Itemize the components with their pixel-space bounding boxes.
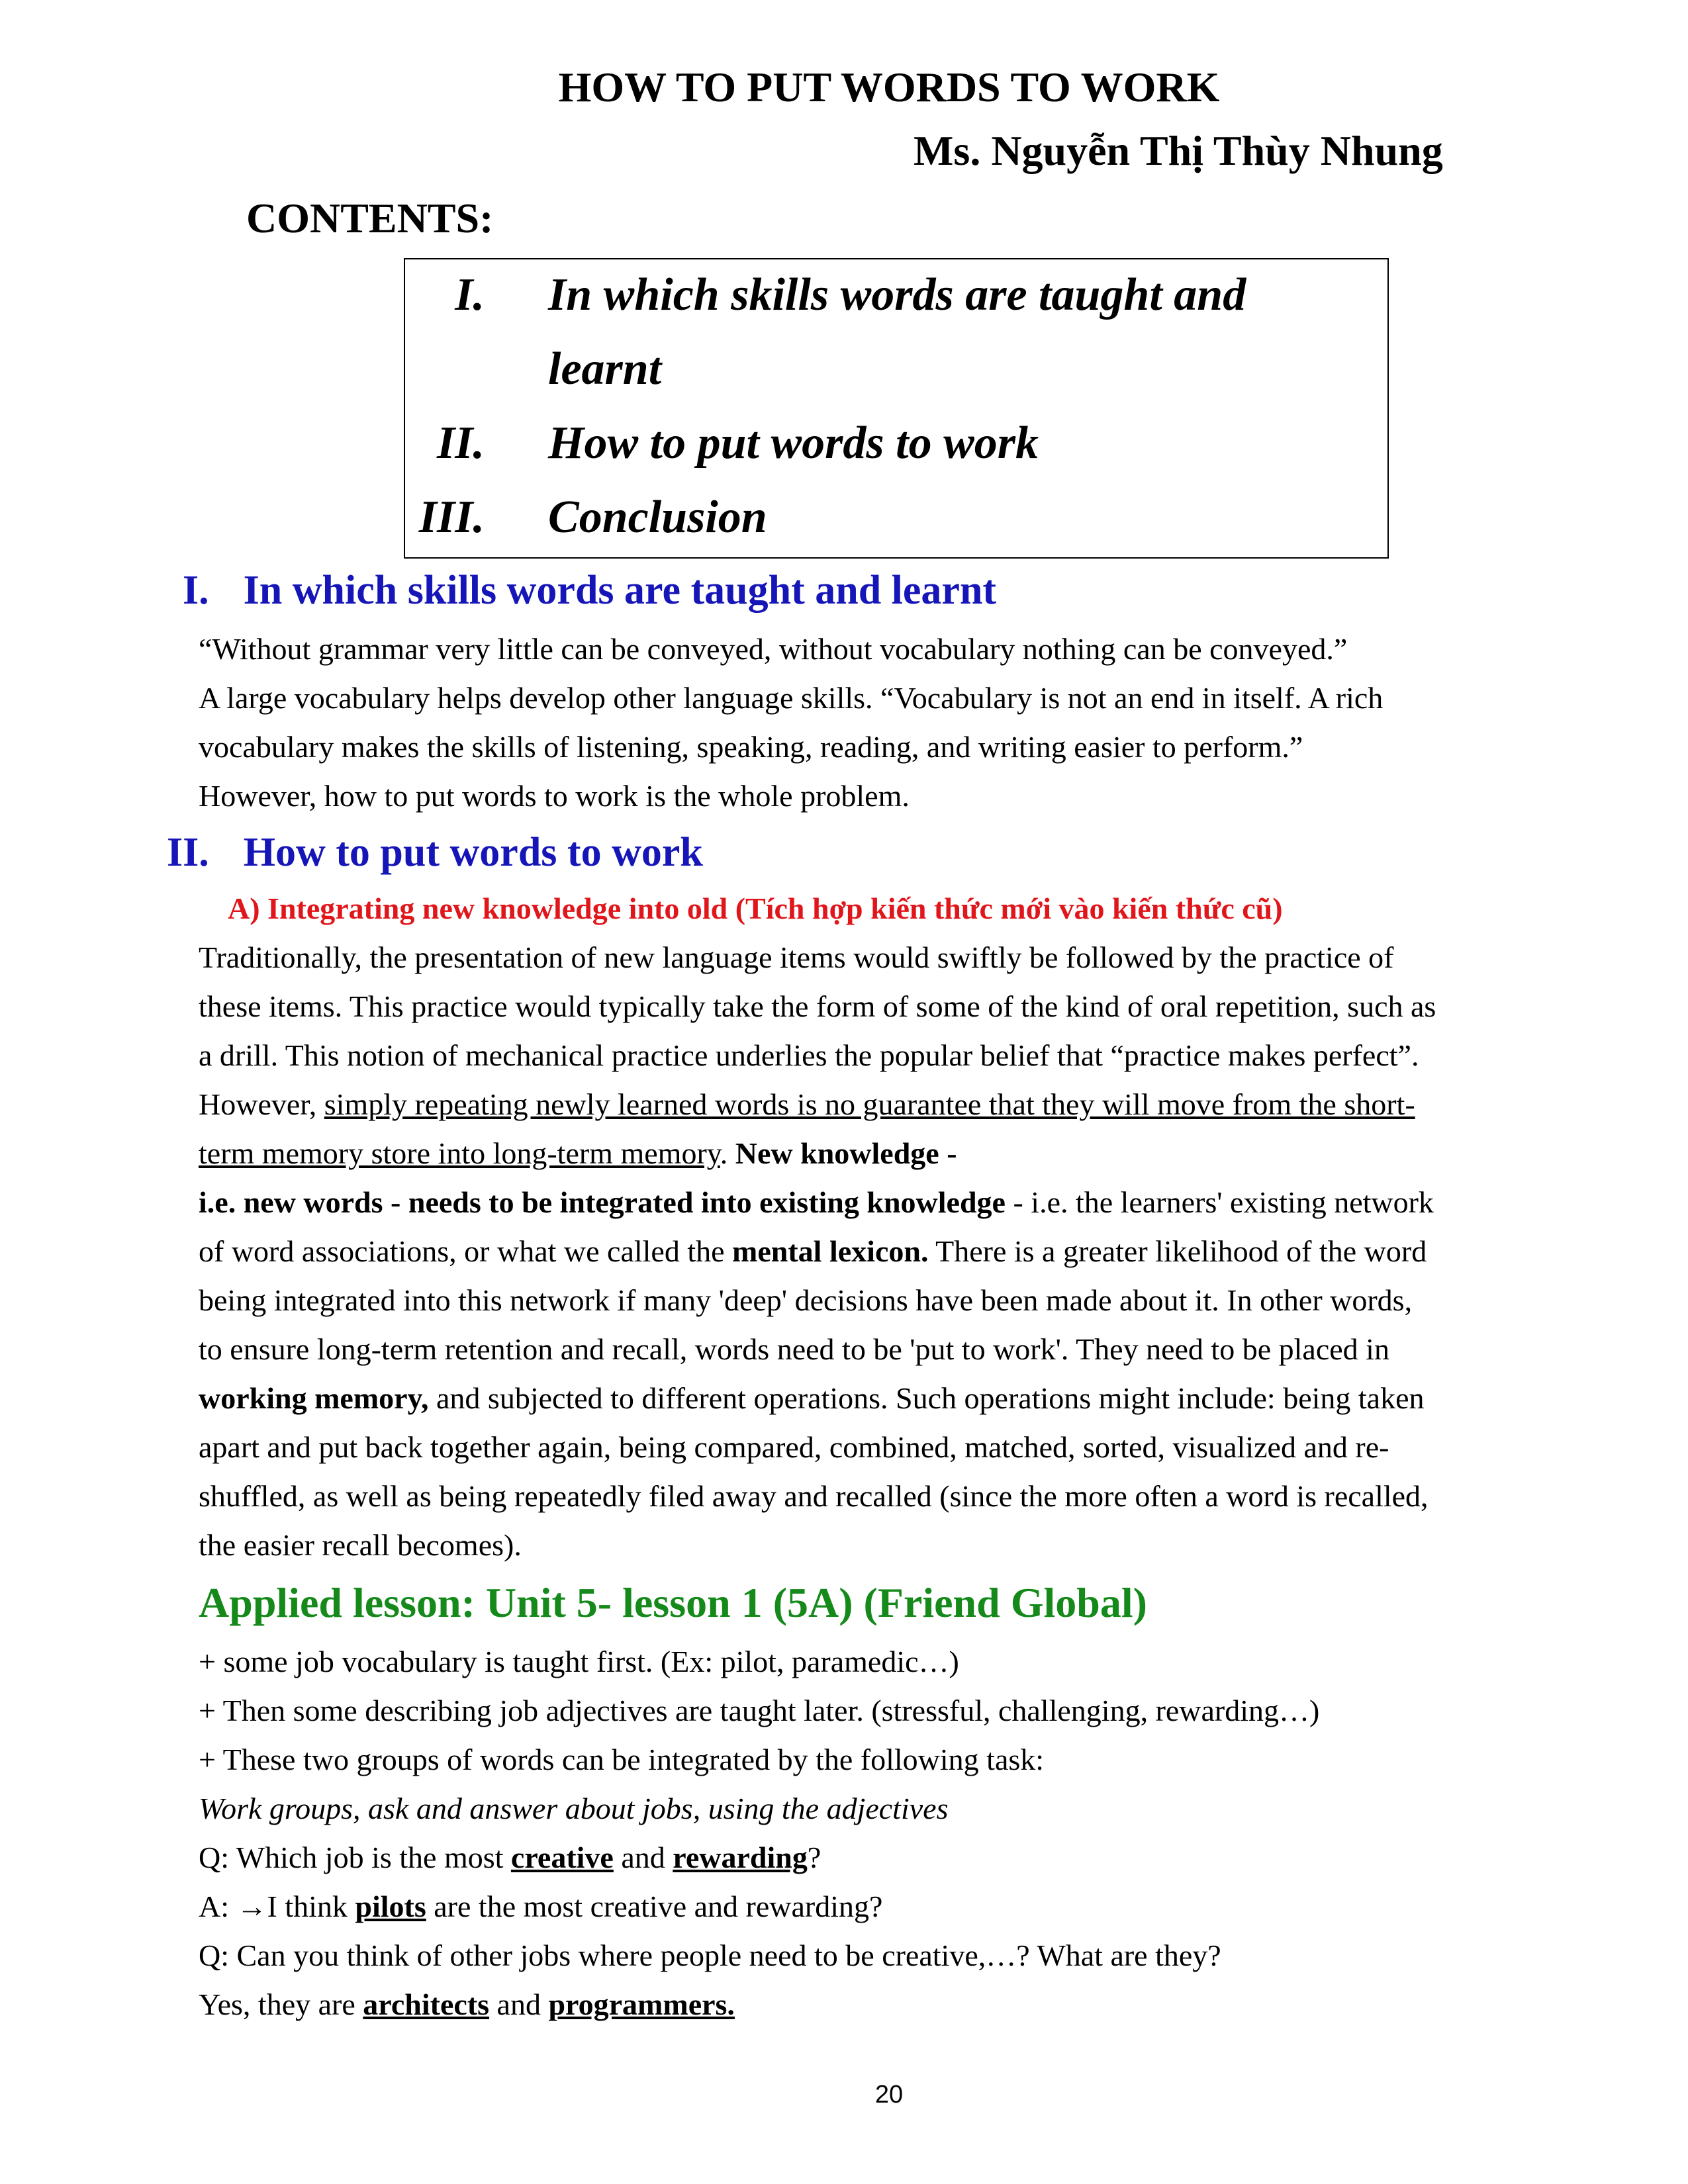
toc-item-1-number: I.	[455, 269, 485, 320]
page-number: 20	[874, 2081, 904, 2109]
section-1-line: vocabulary makes the skills of listening, speaking, reading, and writing easier to perform.”	[199, 730, 1303, 764]
section-1-title: In which skills words are taught and learnt	[243, 568, 997, 613]
table-of-contents	[404, 258, 1389, 559]
section-1-line: A large vocabulary helps develop other language skills. “Vocabulary is not an end in itself. A rich	[199, 681, 1383, 715]
underlined-text: term memory store into long-term memory	[199, 1136, 720, 1170]
toc-item-1-text-cont: learnt	[548, 343, 662, 394]
text-span: of word associations, or what we called the	[199, 1234, 733, 1268]
section-1-line: However, how to put words to work is the whole problem.	[199, 779, 910, 813]
subsection-a-heading: A) Integrating new knowledge into old (Tích hợp kiến thức mới vào kiến thức cũ)	[228, 891, 1283, 925]
underlined-text: simply repeating newly learned words is no guarantee that they will move from the short-	[324, 1087, 1415, 1121]
paragraph-line: the easier recall becomes).	[199, 1528, 522, 1562]
paragraph-line	[199, 1178, 1434, 1227]
keyword-rewarding: rewarding	[673, 1841, 808, 1874]
task-instruction: Work groups, ask and answer about jobs, using the adjectives	[199, 1792, 949, 1825]
applied-line: + Then some describing job adjectives are taught later. (stressful, challenging, rewarding…)	[199, 1694, 1320, 1727]
text-span: A:	[199, 1889, 237, 1923]
text-span: .	[720, 1136, 735, 1170]
answer-2	[199, 1980, 735, 2029]
toc-item-2-text: How to put words to work	[548, 418, 1039, 469]
answer-1	[199, 1882, 882, 1931]
bold-text: New knowledge -	[735, 1136, 957, 1170]
paragraph-line: apart and put back together again, being compared, combined, matched, sorted, visualized and re-	[199, 1430, 1389, 1464]
paragraph-line	[199, 1374, 1425, 1423]
section-1-heading	[183, 564, 996, 617]
applied-line: + some job vocabulary is taught first. (Ex: pilot, paramedic…)	[199, 1645, 959, 1678]
paragraph-line	[199, 1129, 957, 1178]
applied-lesson-heading: Applied lesson: Unit 5- lesson 1 (5A) (Friend Global)	[199, 1579, 1147, 1626]
paragraph-line: being integrated into this network if many 'deep' decisions have been made about it. In other words,	[199, 1283, 1413, 1317]
bold-text: i.e. new words - needs to be integrated into existing knowledge	[199, 1185, 1006, 1219]
bold-text: working memory,	[199, 1381, 429, 1415]
keyword-creative: creative	[510, 1841, 614, 1874]
paragraph-line: a drill. This notion of mechanical practice underlies the popular belief that “practice makes perfect”.	[199, 1038, 1419, 1072]
section-2-title: How to put words to work	[243, 830, 703, 875]
text-span: ?	[807, 1841, 821, 1874]
applied-line: + These two groups of words can be integrated by the following task:	[199, 1743, 1045, 1776]
toc-item-3-text: Conclusion	[548, 492, 767, 543]
toc-item-2-number: II.	[437, 418, 485, 469]
keyword-pilots: pilots	[355, 1889, 426, 1923]
author-name: Ms. Nguyễn Thị Thùy Nhung	[914, 127, 1443, 174]
document-title: HOW TO PUT WORDS TO WORK	[558, 64, 1220, 111]
text-span: Q: Which job is the most	[199, 1841, 511, 1874]
text-span: and	[613, 1841, 673, 1874]
paragraph-line	[199, 1227, 1427, 1276]
paragraph-line: to ensure long-term retention and recall, words need to be 'put to work'. They need to be placed in	[199, 1332, 1389, 1366]
section-2-heading	[167, 826, 703, 879]
paragraph-line	[199, 1080, 1415, 1129]
contents-label: CONTENTS:	[246, 195, 494, 242]
text-span: and	[489, 1987, 549, 2021]
text-span: and subjected to different operations. Such operations might include: being taken	[428, 1381, 1425, 1415]
arrow-icon: →	[236, 1889, 267, 1923]
text-span: are the most creative and rewarding?	[426, 1889, 883, 1923]
question-1	[199, 1833, 821, 1882]
toc-item-1-text: In which skills words are taught and	[548, 269, 1246, 320]
section-2-number: II.	[167, 830, 209, 875]
bold-text: mental lexicon.	[732, 1234, 929, 1268]
text-span: - i.e. the learners' existing network	[1005, 1185, 1434, 1219]
paragraph-line: shuffled, as well as being repeatedly filed away and recalled (since the more often a word is recalled,	[199, 1479, 1429, 1513]
paragraph-line: Traditionally, the presentation of new language items would swiftly be followed by the practice of	[199, 940, 1394, 974]
toc-item-3-number: III.	[418, 492, 485, 543]
text-span: There is a greater likelihood of the word	[928, 1234, 1427, 1268]
keyword-programmers: programmers.	[548, 1987, 735, 2021]
section-1-number: I.	[183, 568, 209, 613]
text-span: Yes, they are	[199, 1987, 363, 2021]
paragraph-line: these items. This practice would typically take the form of some of the kind of oral repetition, such as	[199, 989, 1436, 1023]
section-1-line: “Without grammar very little can be conveyed, without vocabulary nothing can be conveyed.”	[199, 632, 1348, 666]
keyword-architects: architects	[363, 1987, 490, 2021]
text-span: I think	[267, 1889, 355, 1923]
question-2: Q: Can you think of other jobs where people need to be creative,…? What are they?	[199, 1938, 1221, 1972]
text-span: However,	[199, 1087, 324, 1121]
